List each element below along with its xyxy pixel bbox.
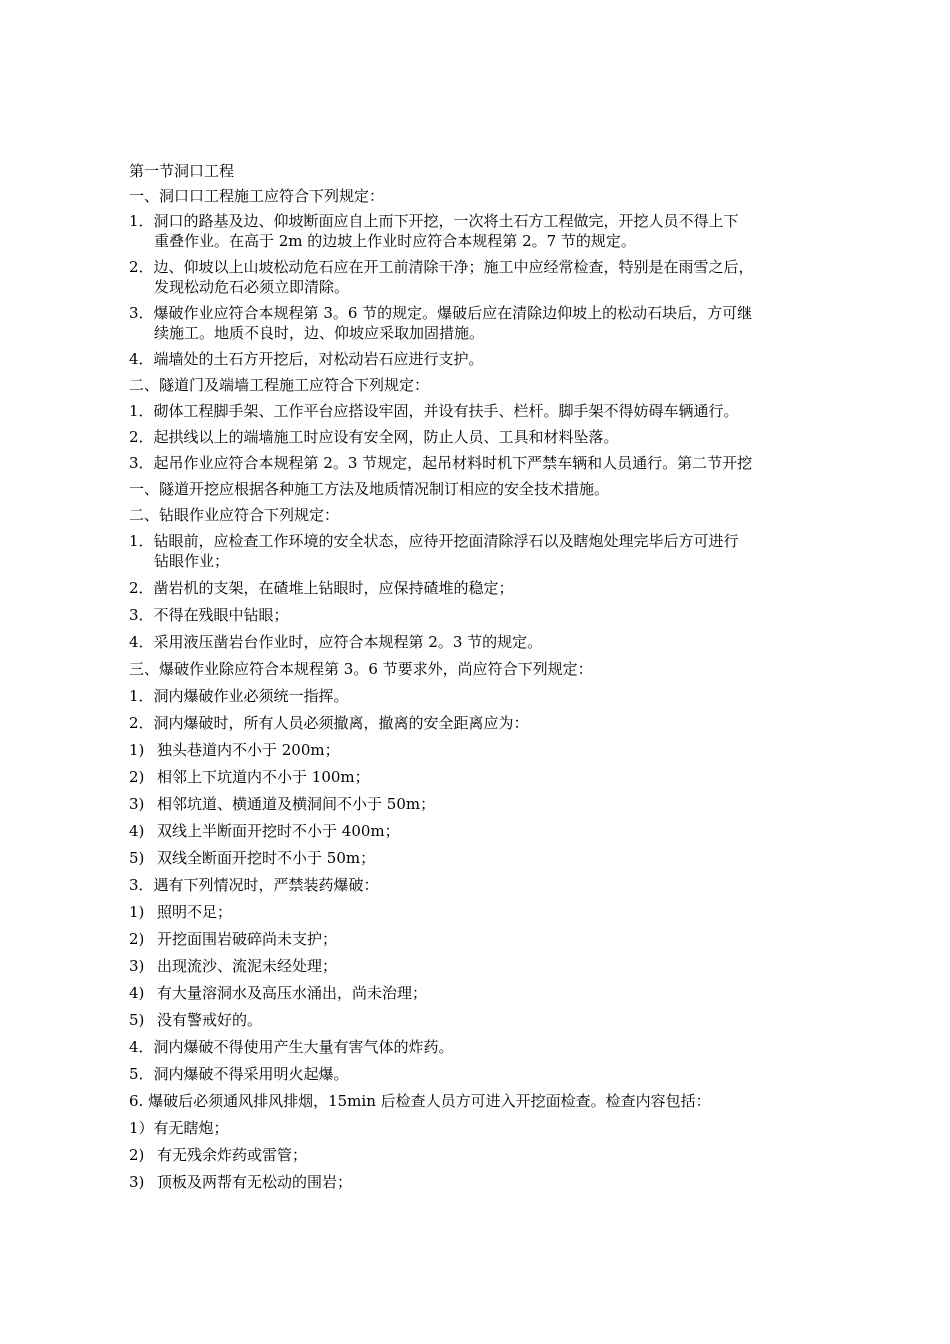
part1-item3-line2: 续施工。地质不良时，边、仰坡应采取加固措施。 — [154, 324, 485, 342]
distance-item — [129, 767, 829, 787]
blasting-heading: 三、爆破作业除应符合本规程第 3。6 节要求外，尚应符合下列规定： — [129, 660, 593, 678]
distance-item — [129, 794, 829, 814]
part2-item2: 2．起拱线以上的端墙施工时应设有安全网，防止人员、工具和材料坠落。 — [129, 428, 619, 446]
prohibition-item-text: 开挖面围岩破碎尚未支护； — [157, 930, 338, 948]
distance-item-number: 3) — [129, 795, 145, 813]
blasting-item2: 2．洞内爆破时，所有人员必须撤离，撤离的安全距离应为： — [129, 714, 529, 732]
prohibition-item-text: 有大量溶洞水及高压水涌出，尚未治理； — [157, 984, 428, 1002]
check-item-number: 3) — [129, 1173, 145, 1191]
part1-item2-line2: 发现松动危石必须立即清除。 — [154, 278, 350, 296]
distance-item-text: 独头巷道内不小于 200m； — [157, 741, 340, 759]
blasting-item5: 5．洞内爆破不得采用明火起爆。 — [129, 1065, 349, 1083]
part1-item4: 4．端墙处的土石方开挖后，对松动岩石应进行支护。 — [129, 350, 484, 368]
distance-item-text: 相邻坑道、横通道及横洞间不小于 50m； — [157, 795, 436, 813]
part1-item1-line1: 1．洞口的路基及边、仰坡断面应自上而下开挖，一次将土石方工程做完，开挖人员不得上下 — [129, 212, 739, 230]
distance-item-number: 1) — [129, 741, 145, 759]
check-item-3 — [129, 1172, 829, 1192]
drilling-item4: 4．采用液压凿岩台作业时，应符合本规程第 2。3 节的规定。 — [129, 633, 543, 651]
part1-heading: 一、洞口口工程施工应符合下列规定： — [129, 187, 385, 205]
section-title: 第一节洞口工程 — [129, 162, 235, 180]
check-item-text: 有无残余炸药或雷管； — [157, 1146, 308, 1164]
drilling-item3: 3．不得在残眼中钻眼； — [129, 606, 289, 624]
excavation-heading2: 二、钻眼作业应符合下列规定： — [129, 506, 340, 524]
excavation-heading1: 一、隧道开挖应根据各种施工方法及地质情况制订相应的安全技术措施。 — [129, 480, 610, 498]
prohibition-item-number: 2) — [129, 930, 145, 948]
prohibition-item-text: 出现流沙、流泥未经处理； — [157, 957, 338, 975]
check-item-number: 2) — [129, 1146, 145, 1164]
blasting-item1: 1．洞内爆破作业必须统一指挥。 — [129, 687, 349, 705]
prohibition-item-number: 3) — [129, 957, 145, 975]
part1-item1-line2: 重叠作业。在高于 2m 的边坡上作业时应符合本规程第 2。7 节的规定。 — [154, 232, 636, 250]
prohibition-item-text: 没有警戒好的。 — [157, 1011, 263, 1029]
part2-item3: 3．起吊作业应符合本规程第 2。3 节规定，起吊材料时机下严禁车辆和人员通行。第二节开挖 — [129, 454, 753, 472]
distance-item-text: 双线上半断面开挖时不小于 400m； — [157, 822, 400, 840]
document-body — [129, 161, 829, 1199]
distance-item-text: 双线全断面开挖时不小于 50m； — [157, 849, 376, 867]
blasting-item3: 3．遇有下列情况时，严禁装药爆破： — [129, 876, 379, 894]
drilling-item1-line1: 1．钻眼前，应检查工作环境的安全状态，应待开挖面清除浮石以及瞎炮处理完毕后方可进行 — [129, 532, 739, 550]
check-item-1: 1）有无瞎炮； — [129, 1119, 229, 1137]
prohibition-item-number: 1) — [129, 903, 145, 921]
prohibition-item — [129, 956, 829, 976]
distance-item — [129, 848, 829, 868]
distance-item-number: 5) — [129, 849, 145, 867]
prohibition-item — [129, 929, 829, 949]
part2-heading: 二、隧道门及端墙工程施工应符合下列规定： — [129, 376, 430, 394]
prohibition-item-number: 5) — [129, 1011, 145, 1029]
distance-item-text: 相邻上下坑道内不小于 100m； — [157, 768, 370, 786]
blasting-item6: 6. 爆破后必须通风排风排烟，15min 后检查人员方可进入开挖面检查。检查内容包括： — [129, 1092, 711, 1110]
check-item-text: 顶板及两帮有无松动的围岩； — [157, 1173, 353, 1191]
distance-item-number: 2) — [129, 768, 145, 786]
check-item-2 — [129, 1145, 829, 1165]
part1-item3-line1: 3．爆破作业应符合本规程第 3。6 节的规定。爆破后应在清除边仰坡上的松动石块后，方可继 — [129, 304, 753, 322]
prohibition-item-number: 4) — [129, 984, 145, 1002]
prohibition-item — [129, 902, 829, 922]
prohibition-item-text: 照明不足； — [157, 903, 233, 921]
distance-item — [129, 821, 829, 841]
prohibition-item — [129, 1010, 829, 1030]
drilling-item2: 2．凿岩机的支架，在碴堆上钻眼时，应保持碴堆的稳定； — [129, 579, 514, 597]
distance-item-number: 4) — [129, 822, 145, 840]
drilling-item1-line2: 钻眼作业； — [154, 552, 230, 570]
part1-item2-line1: 2．边、仰坡以上山坡松动危石应在开工前清除干净；施工中应经常检查，特别是在雨雪之后， — [129, 258, 754, 276]
prohibition-item — [129, 983, 829, 1003]
distance-item — [129, 740, 829, 760]
part2-item1: 1．砌体工程脚手架、工作平台应搭设牢固，并设有扶手、栏杆。脚手架不得妨碍车辆通行。 — [129, 402, 739, 420]
blasting-item4: 4．洞内爆破不得使用产生大量有害气体的炸药。 — [129, 1038, 454, 1056]
